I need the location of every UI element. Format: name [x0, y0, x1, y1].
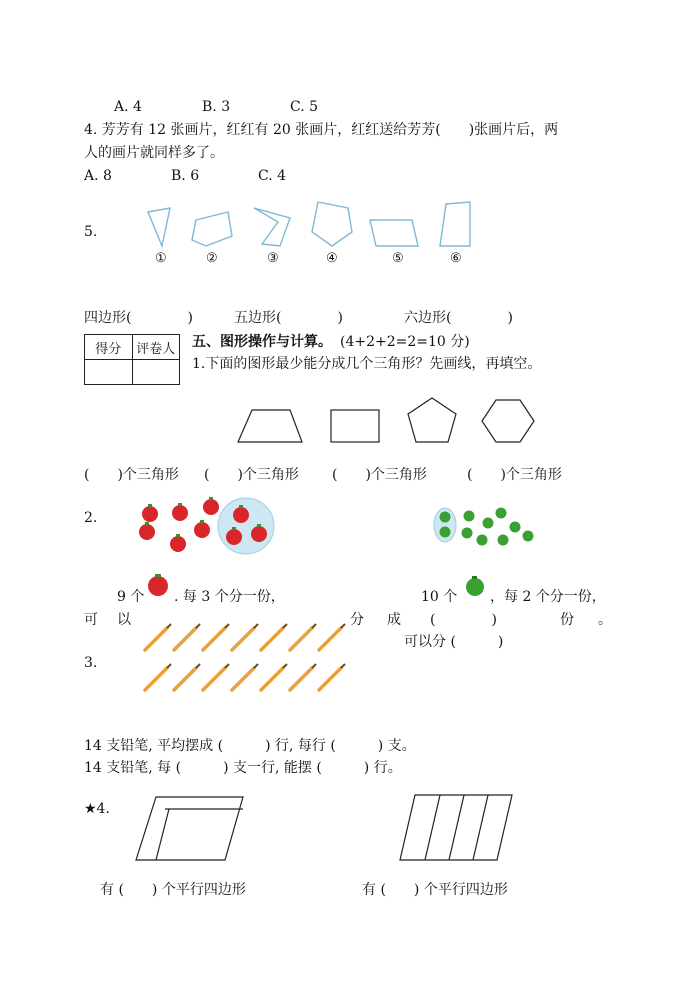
q1-blank-3: ( )个三角形 [332, 467, 427, 483]
q4-text-line2: 人的画片就同样多了。 [84, 145, 224, 161]
q5-label-5: ⑤ [392, 251, 404, 266]
q2-right-count: 10 个 [421, 589, 458, 605]
q3-option-b: B. 3 [202, 99, 231, 115]
grader-label: 评卷人 [132, 335, 180, 360]
q5-blank-pentagon: 五边形( ) [234, 310, 343, 326]
q2-right-rest: ，每 2 个分一份， [490, 589, 606, 605]
q5-label-2: ② [206, 251, 218, 266]
q5-blank-quadrilateral: 四边形( ) [84, 310, 193, 326]
q4star-blank-left: 有 ( ) 个平行四边形 [100, 882, 246, 898]
q2-left-line2-5: ( ) [430, 612, 497, 628]
q1-blank-1: ( )个三角形 [84, 467, 179, 483]
q5-label-6: ⑥ [450, 251, 462, 266]
q5-label-3: ③ [267, 251, 279, 266]
q2-left-line2-6: 份 [560, 612, 574, 628]
q3-option-c: C. 5 [290, 99, 319, 115]
q1-blank-4: ( )个三角形 [467, 467, 562, 483]
q3-line2: 14 支铅笔, 每 ( ) 支一行, 能摆 ( ) 行。 [84, 760, 402, 776]
divider-left-vertical [156, 809, 169, 860]
q2-left-count: 9 个 [117, 589, 145, 605]
section5-q1-text: 1.下面的图形最少能分成几个三角形？先画线，再填空。 [192, 356, 542, 372]
q5-blank-hexagon: 六边形( ) [404, 310, 513, 326]
q3-number: 3. [84, 655, 98, 671]
q2-number: 2. [84, 510, 98, 526]
divider-right-3 [473, 795, 488, 860]
q2-left-line2-1: 可 [84, 612, 98, 628]
q5-number: 5. [84, 224, 98, 240]
q1-blank-2: ( )个三角形 [204, 467, 299, 483]
q2-left-line2-2: 以 [117, 612, 131, 628]
q4-option-b: B. 6 [171, 168, 200, 184]
parallelogram-left [136, 797, 243, 860]
q4-option-c: C. 4 [258, 168, 287, 184]
q2-right-line2: 可以分 ( ) [404, 634, 504, 650]
q5-label-1: ① [155, 251, 167, 266]
q4star-blank-right: 有 ( ) 个平行四边形 [362, 882, 508, 898]
q2-left-line2-3: 分 [350, 612, 364, 628]
section5-points: (4+2+2=2=10 分) [340, 334, 470, 350]
q4-option-a: A. 8 [84, 168, 112, 184]
q4-text-line1: 4. 芳芳有 12 张画片，红红有 20 张画片，红红送给芳芳( )张画片后，两 [84, 122, 559, 138]
q5-label-4: ④ [326, 251, 338, 266]
divider-right-2 [449, 795, 464, 860]
q3-option-a: A. 4 [114, 99, 142, 115]
q2-left-line2-4: 成 [387, 612, 401, 628]
q3-line1: 14 支铅笔, 平均摆成 ( ) 行, 每行 ( ) 支。 [84, 738, 416, 754]
section5-title: 五、图形操作与计算。 [192, 334, 332, 350]
q2-left-line2-7: 。 [598, 612, 612, 628]
score-label: 得分 [85, 335, 133, 360]
q2-left-rest: . 每 3 个分一份， [174, 589, 285, 605]
q4star-number: ★4. [84, 801, 110, 817]
divider-right-1 [425, 795, 440, 860]
